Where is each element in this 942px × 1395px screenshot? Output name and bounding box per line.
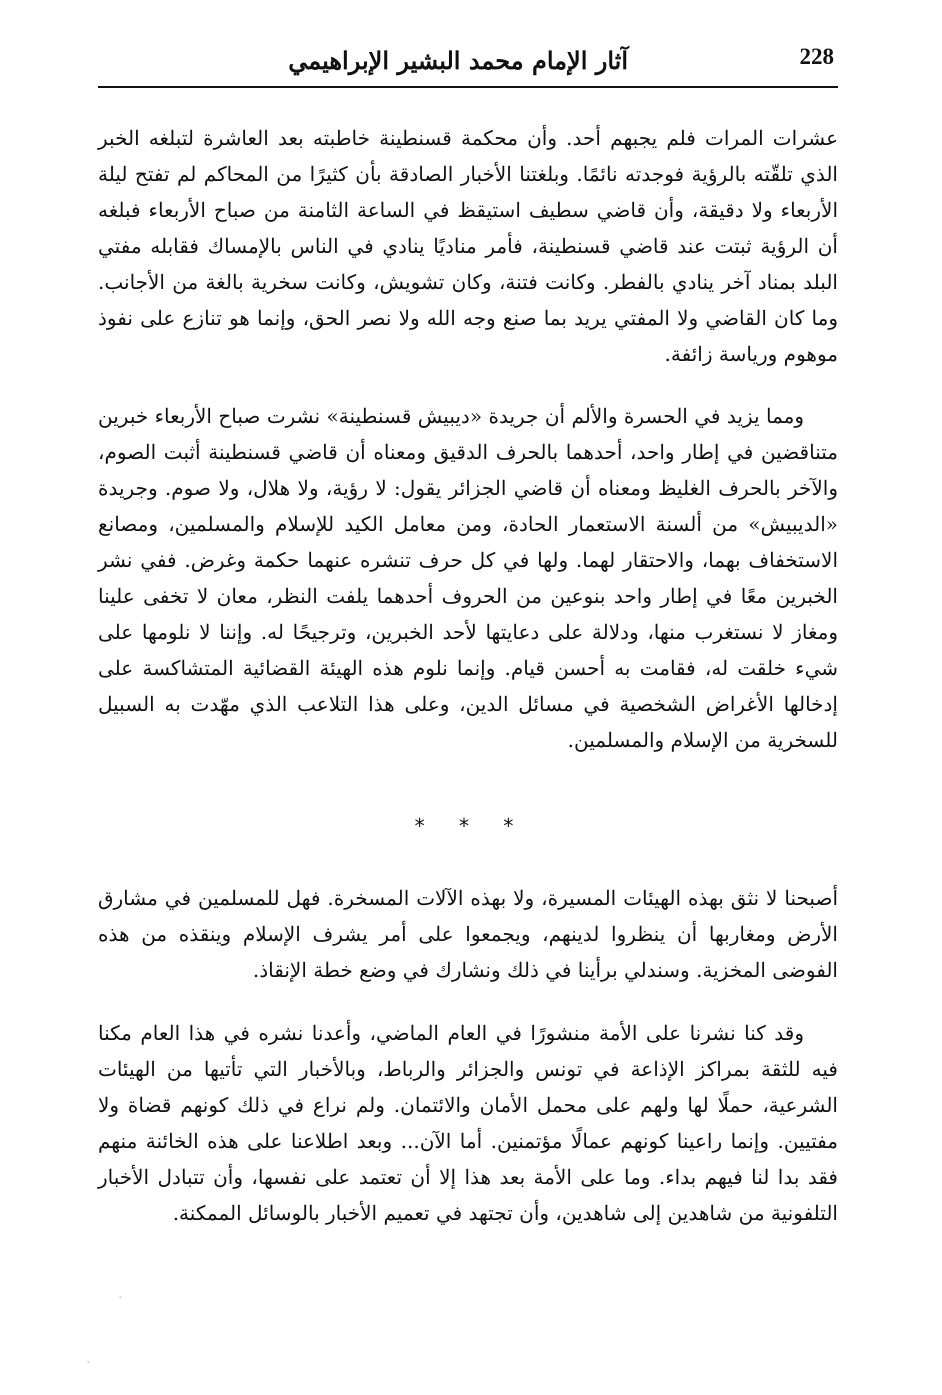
header-rule: [98, 86, 838, 88]
running-title: آثار الإمام محمد البشير الإبراهيمي: [288, 46, 628, 75]
page-number: 228: [799, 44, 834, 69]
paragraph-3: أصبحنا لا نثق بهذه الهيئات المسيرة، ولا بهذه الآلات المسخرة. فهل للمسلمين في مشارق الأرض ومغاربها أن ينظروا لدينهم، ويجمعوا على أمر يشرف الإسلام وينقذه من هذه الفوضى المخزية. وسندلي برأينا في ذلك ونشارك في وضع خطة الإنقاذ.: [98, 886, 838, 982]
scan-speck: ·: [118, 1290, 123, 1306]
running-header: [98, 38, 838, 84]
paragraph-1: عشرات المرات فلم يجبهم أحد. وأن محكمة قسنطينة خاطبته بعد العاشرة لتبلغه الخبر الذي تلقّته بالرؤية فوجدته نائمًا. وبلغتنا الأخبار الصادقة بأن كثيرًا من المحاكم لم تفتح ليلة الأربعاء ولا دقيقة، وأن قاضي سطيف استيقظ في الساعة الثامنة من صباح الأربعاء فبلغه أن الرؤية ثبتت عند قاضي قسنطينة، فأمر مناديًا ينادي في الناس بالإمساك فقابله مفتي البلد بمناد آخر ينادي بالفطر. وكانت فتنة، وكان تشويش، وكانت سخرية بالغة من الأجانب. وما كان القاضي ولا المفتي يريد بما صنع وجه الله ولا نصر الحق، وإنما هو تنازع على نفوذ موهوم ورياسة زائفة.: [98, 126, 838, 366]
paragraph-2: ومما يزيد في الحسرة والألم أن جريدة «ديبيش قسنطينة» نشرت صباح الأربعاء خبرين متناقضين في إطار واحد، أحدهما بالحرف الدقيق ومعناه أن قاضي قسنطينة أثبت الصوم، والآخر بالحرف الغليظ ومعناه أن قاضي الجزائر يقول: لا رؤية، ولا هلال، ولا صوم. وجريدة «الديبيش» من ألسنة الاستعمار الحادة، ومن معامل الكيد للإسلام والمسلمين، ومصانع الاستخفاف بهما، والاحتقار لهما. ولها في كل حرف تنشره عنهما حكمة وغرض. ففي نشر الخبرين معًا في إطار واحد بنوعين من الحروف أحدهما يلفت النظر، معان لا تخفى علينا ومغاز لا نستغرب منها، ودلالة على دعايتها لأحد الخبرين، وترجيحًا له. وإننا لا نلومها على شيء خلقت له، فقامت به أحسن قيام. وإنما نلوم هذه الهيئة القضائية المتشاكسة على إدخالها الأغراض الشخصية في مسائل الدين، وعلى هذا التلاعب الذي مهّدت به السبيل للسخرية من الإسلام والمسلمين.: [98, 404, 839, 752]
paragraph-4: وقد كنا نشرنا على الأمة منشورًا في العام الماضي، وأعدنا نشره في هذا العام مكنا فيه للثقة بمراكز الإذاعة في تونس والجزائر والرباط، وبالأخبار التي تأتيها من الهيئات الشرعية، حملًا لها ولهم على محمل الأمان والائتمان. ولم نراع في ذلك كونهم قضاة ولا مفتيين. وإنما راعينا كونهم عمالًا مؤتمنين. أما الآن... وبعد اطلاعنا على هذه الخائنة منهم فقد بدا لنا فيهم بداء. وما على الأمة بعد هذا إلا أن تعتمد على نفسها، وأن تتبادل الأخبار التلفونية من شاهدين إلى شاهدين، وأن تجتهد في تعميم الأخبار بالوسائل الممكنة.: [98, 1021, 838, 1225]
section-separator: * * *: [414, 814, 528, 838]
scan-speck: ·: [86, 1355, 91, 1371]
